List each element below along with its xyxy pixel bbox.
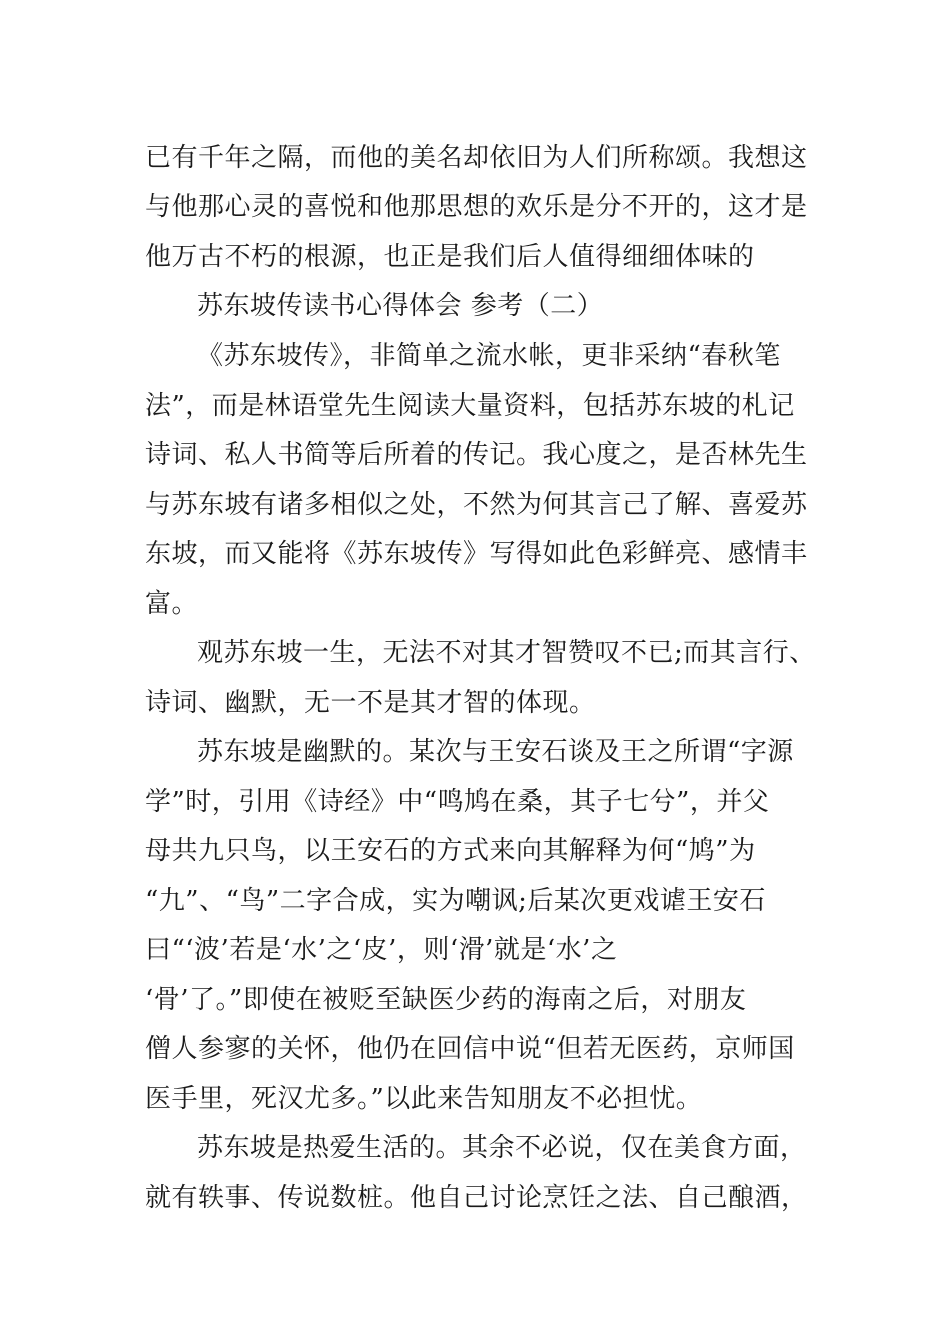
text-line: 学”时，引用《诗经》中“鸣鸠在桑，其子七兮”，并父 [145,787,770,817]
text-line: 医手里，死汉尤多。”以此来告知朋友不必担忧。 [145,1084,703,1114]
text-line: 母共九只鸟，以王安石的方式来向其解释为何“鸠”为 [145,836,756,866]
text-line: 就有轶事、传说数桩。他自己讨论烹饪之法、自己酿酒， [145,1183,808,1213]
text-line: 观苏东坡一生，无法不对其才智赞叹不已;而其言行、 [197,638,816,668]
text-line: 诗词、幽默，无一不是其才智的体现。 [145,688,596,718]
text-line: 苏东坡是热爱生活的。其余不必说，仅在美食方面， [197,1133,807,1163]
text-line: 他万古不朽的根源，也正是我们后人值得细细体味的 [145,242,755,272]
text-line: 已有千年之隔，而他的美名却依旧为人们所称颂。我想这 [145,143,808,173]
text-line: 诗词、私人书简等后所着的传记。我心度之，是否林先生 [145,440,808,470]
text-line: 《苏东坡传》，非简单之流水帐，更非采纳“春秋笔 [197,341,781,371]
text-line: 曰“‘波’若是‘水’之‘皮’，则‘滑’就是‘水’之 [145,935,618,965]
text-line: 与他那心灵的喜悦和他那思想的欢乐是分不开的，这才是 [145,192,808,222]
text-line: ‘骨’了。”即使在被贬至缺医少药的海南之后，对朋友 [145,985,747,1015]
text-line: 东坡，而又能将《苏东坡传》写得如此色彩鲜亮、感情丰 [145,539,808,569]
text-line: 与苏东坡有诸多相似之处，不然为何其言己了解、喜爱苏 [145,490,808,520]
text-line: 苏东坡是幽默的。某次与王安石谈及王之所谓“字源 [197,737,794,767]
text-line: 富。 [145,589,199,619]
text-line: 僧人参寥的关怀，他仍在回信中说“但若无医药，京师国 [145,1034,795,1064]
section-heading: 苏东坡传读书心得体会 参考（二） [197,291,604,321]
text-line: “九”、“鸟”二字合成，实为嘲讽;后某次更戏谑王安石 [145,886,766,916]
text-line: 法”，而是林语堂先生阅读大量资料，包括苏东坡的札记 [145,391,795,421]
